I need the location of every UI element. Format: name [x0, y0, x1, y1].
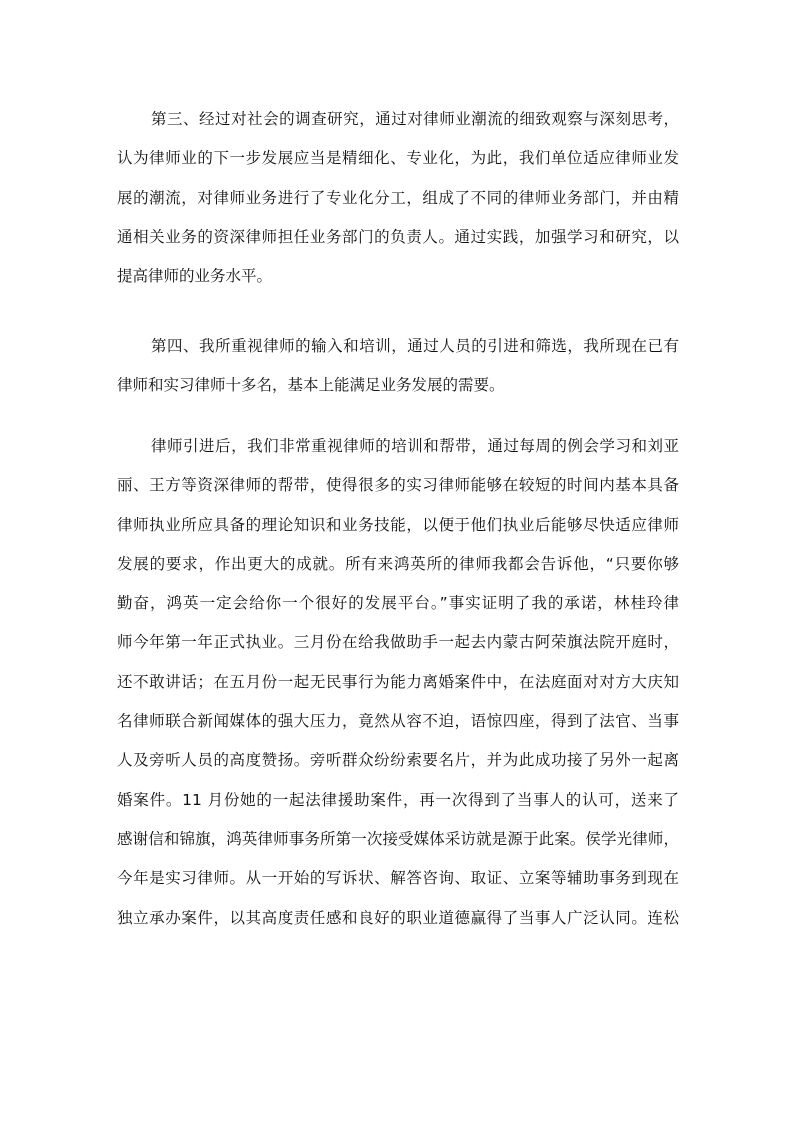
paragraph-line: 丽、王方等资深律师的帮带，使得很多的实习律师能够在较短的时间内基本具备: [117, 476, 679, 495]
paragraph-line: 感谢信和锦旗，鸿英律师事务所第一次接受媒体采访就是源于此案。侯学光律师，: [117, 829, 679, 848]
paragraph-line: 婚案件。11 月份她的一起法律援助案件，再一次得到了当事人的认可，送来了: [117, 790, 679, 809]
paragraph-line: 提高律师的业务水平。: [117, 267, 273, 286]
paragraph-line: 人及旁听人员的高度赞扬。旁听群众纷纷索要名片，并为此成功接了另外一起离: [117, 751, 679, 770]
paragraph-line: 律师和实习律师十多名，基本上能满足业务发展的需要。: [117, 376, 505, 395]
paragraph-line: 今年是实习律师。从一开始的写诉状、解答咨询、取证、立案等辅助事务到现在: [117, 869, 679, 888]
paragraph-line: 第三、经过对社会的调查研究，通过对律师业潮流的细致观察与深刻思考，: [151, 110, 679, 128]
paragraph-line: 师今年第一年正式执业。三月份在给我做助手一起去内蒙古阿荣旗法院开庭时，: [117, 633, 679, 652]
paragraph-line: 通相关业务的资深律师担任业务部门的负责人。通过实践，加强学习和研究，以: [117, 227, 679, 246]
paragraph-line: 名律师联合新闻媒体的强大压力，竟然从容不迫，语惊四座，得到了法官、当事: [117, 712, 679, 731]
paragraph-line: 第四、我所重视律师的输入和培训，通过人员的引进和筛选，我所现在已有: [151, 337, 679, 355]
paragraph-line: 发展的要求，作出更大的成就。所有来鸿英所的律师我都会告诉他，“只要你够: [117, 554, 679, 573]
paragraph-line: 律师执业所应具备的理论知识和业务技能，以便于他们执业后能够尽快适应律师: [117, 515, 679, 534]
paragraph-3: [117, 100, 679, 296]
paragraph-line: 律师引进后，我们非常重视律师的培训和帮带，通过每周的例会学习和刘亚: [151, 437, 679, 455]
paragraph-line: 独立承办案件，以其高度责任感和良好的职业道德赢得了当事人广泛认同。连松: [117, 908, 679, 927]
paragraph-line: 勤奋，鸿英一定会给你一个很好的发展平台。”事实证明了我的承诺，林桂玲律: [117, 594, 679, 613]
paragraph-4: [117, 327, 679, 406]
paragraph-line: 认为律师业的下一步发展应当是精细化、专业化，为此，我们单位适应律师业发: [117, 149, 679, 168]
paragraph-line: 还不敢讲话；在五月份一起无民事行为能力离婚案件中，在法庭面对对方大庆知: [117, 672, 679, 691]
paragraph-5: [117, 427, 679, 938]
paragraph-line: 展的潮流，对律师业务进行了专业化分工，组成了不同的律师业务部门，并由精: [117, 188, 679, 207]
